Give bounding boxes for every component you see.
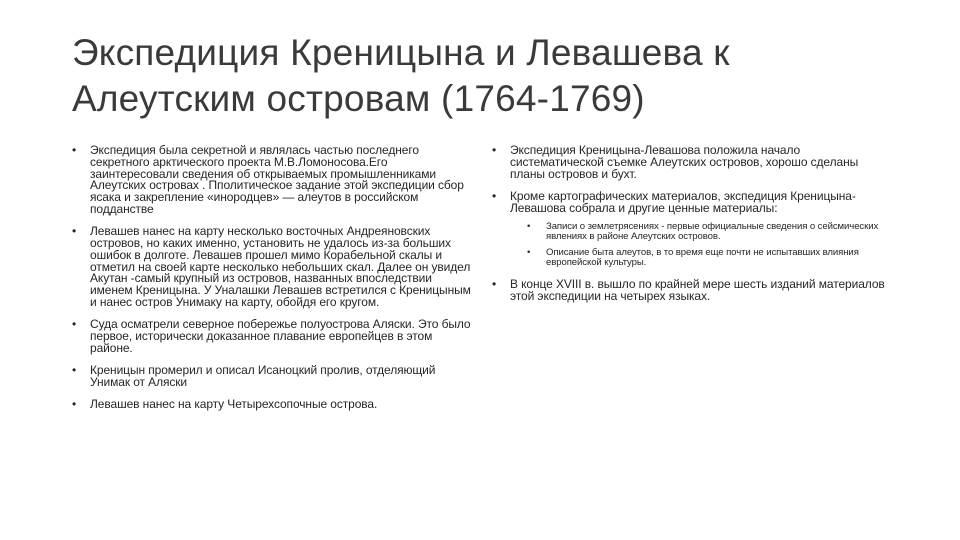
list-item	[72, 145, 472, 216]
list-item-text: Кроме картографических материалов, экспедиция Креницына-Левашова собрала и другие ценные материалы:	[510, 188, 856, 215]
bullet-icon: •	[492, 188, 497, 203]
bullet-icon: •	[72, 317, 77, 332]
bullet-icon: •	[72, 397, 77, 412]
bullet-icon: •	[527, 247, 531, 259]
list-item-text: Левашев нанес на карту несколько восточных Андреяновских островов, но каких именно, установить не удалось из-за больших ошибок в долготе. Левашев прошел мимо Корабельной скалы и отметил на своей карте несколько небольших скал. Далее он увидел Акутан -самый крупный из островов, названных впоследствии именем Креницына. У Уналашки Левашев встретился с Креницыным и нанес остров Унимаку на карту, обойдя его кругом.	[90, 224, 471, 310]
right-bullet-list	[492, 145, 892, 303]
sub-list-item-text: Описание быта алеутов, в то время еще почти не испытавших влияния европейской культуры.	[546, 247, 859, 269]
list-item-text: Экспедиция Креницына-Левашова положила начало систематической съемке Алеутских островов, хорошо сделаны планы островов и бухт.	[510, 143, 859, 181]
sub-list-item-text: Записи о землетрясениях - первые официальные сведения о сейсмических явлениях в районе Алеутских островов.	[546, 221, 879, 243]
bullet-icon: •	[492, 143, 497, 157]
right-column	[492, 145, 892, 313]
bullet-icon: •	[72, 224, 77, 239]
sub-list-item	[510, 248, 892, 268]
slide-title: Экспедиция Креницына и Левашева к Алеутским островам (1764-1769)	[72, 32, 730, 119]
list-item-text: Креницын промерил и описал Исаноцкий пролив, отделяющий Унимак от Аляски	[90, 363, 436, 390]
bullet-icon: •	[492, 276, 497, 291]
sub-bullet-list	[510, 222, 892, 268]
list-item-text: Левашев нанес на карту Четырехсопочные острова.	[90, 397, 378, 412]
bullet-icon: •	[527, 221, 531, 233]
left-bullet-list	[72, 145, 472, 411]
bullet-icon: •	[72, 143, 77, 157]
left-column	[72, 145, 472, 422]
list-item	[492, 188, 892, 269]
list-item	[72, 399, 472, 411]
list-item	[492, 145, 892, 180]
list-item-text: Суда осматрели северное побережье полуострова Аляски. Это было первое, исторически доказанное плавание европейцев в этом районе.	[90, 317, 471, 355]
list-item	[72, 226, 472, 309]
list-item	[492, 276, 892, 303]
bullet-icon: •	[72, 363, 77, 378]
list-item	[72, 365, 472, 389]
list-item-text: Экспедиция была секретной и являлась частью последнего секретного арктического проекта М.В.Ломоносова.Его заинтересовали сведения об открываемых промышленниками Алеутских островах . Пполитическое задание этой экспедиции сбор ясака и закрепление «инородцев» — алеутов в российском подданстве	[90, 143, 464, 216]
sub-list-item	[510, 222, 892, 242]
list-item-text: В конце XVIII в. вышло по крайней мере шесть изданий материалов этой экспедиции на четырех языках.	[510, 276, 885, 303]
list-item	[72, 319, 472, 354]
